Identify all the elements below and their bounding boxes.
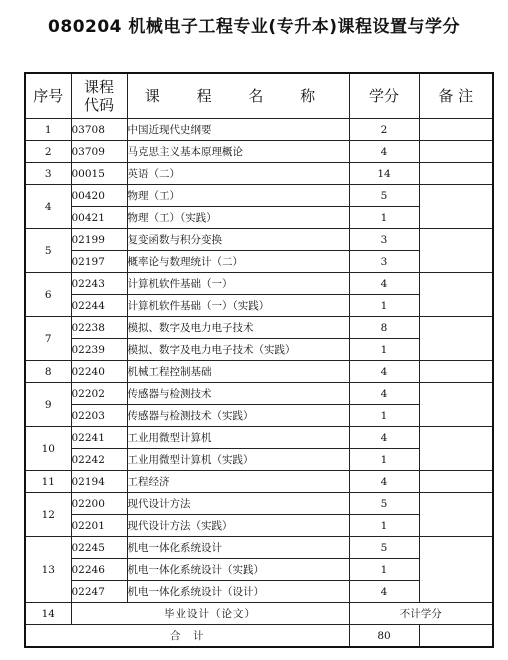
row-course-name: 机电一体化系统设计 <box>127 537 349 559</box>
row-note <box>419 427 493 471</box>
row-course-code: 02244 <box>71 295 127 317</box>
row-seq: 1 <box>25 119 71 141</box>
row-course-code: 02243 <box>71 273 127 295</box>
table-row <box>25 471 493 493</box>
row-credit: 4 <box>349 471 419 493</box>
table-row <box>25 361 493 383</box>
row-note <box>419 119 493 141</box>
row-course-name: 机电一体化系统设计（设计） <box>127 581 349 603</box>
row-course-name: 现代设计方法 <box>127 493 349 515</box>
row-course-code: 02245 <box>71 537 127 559</box>
header-code-line2: 代码 <box>83 96 114 114</box>
row-seq: 10 <box>25 427 71 471</box>
row-credit: 1 <box>349 295 419 317</box>
row-note <box>419 493 493 537</box>
header-seq: 序号 <box>25 73 71 119</box>
row-course-name: 计算机软件基础（一）（实践） <box>127 295 349 317</box>
table-row <box>25 163 493 185</box>
row-note <box>419 537 493 603</box>
row-note <box>419 471 493 493</box>
row-course-code: 00015 <box>71 163 127 185</box>
row-course-code: 02239 <box>71 339 127 361</box>
row-credit: 4 <box>349 141 419 163</box>
row-course-name: 传感器与检测技术（实践） <box>127 405 349 427</box>
row-seq: 2 <box>25 141 71 163</box>
row-course-code: 02201 <box>71 515 127 537</box>
row-credit: 4 <box>349 383 419 405</box>
row-note <box>419 361 493 383</box>
row-seq: 13 <box>25 537 71 603</box>
total-label: 合 计 <box>25 625 349 648</box>
row-course-code: 03708 <box>71 119 127 141</box>
row-credit: 3 <box>349 229 419 251</box>
row-course-name: 中国近现代史纲要 <box>127 119 349 141</box>
row-course-code: 00420 <box>71 185 127 207</box>
row-course-name: 现代设计方法（实践） <box>127 515 349 537</box>
table-footer <box>25 603 493 648</box>
row-note <box>419 273 493 317</box>
row-credit: 1 <box>349 515 419 537</box>
row-course-name: 传感器与检测技术 <box>127 383 349 405</box>
row-seq: 6 <box>25 273 71 317</box>
row-course-code: 02200 <box>71 493 127 515</box>
row-credit: 4 <box>349 427 419 449</box>
row-seq: 5 <box>25 229 71 273</box>
row-course-name: 物理（工） <box>127 185 349 207</box>
row-course-code: 02199 <box>71 229 127 251</box>
row-course-code: 02246 <box>71 559 127 581</box>
header-name <box>127 73 349 119</box>
course-table <box>24 72 494 648</box>
row-credit: 4 <box>349 361 419 383</box>
row-credit: 1 <box>349 207 419 229</box>
table-row <box>25 273 493 295</box>
row-note <box>419 163 493 185</box>
row-course-name: 模拟、数字及电力电子技术（实践） <box>127 339 349 361</box>
row-credit: 5 <box>349 493 419 515</box>
row-course-code: 02238 <box>71 317 127 339</box>
row-credit: 5 <box>349 537 419 559</box>
course-table-body <box>25 119 493 603</box>
row-credit: 2 <box>349 119 419 141</box>
row-course-code: 02242 <box>71 449 127 471</box>
row-seq: 7 <box>25 317 71 361</box>
table-row <box>25 383 493 405</box>
table-header-row <box>25 73 493 119</box>
row-credit: 14 <box>349 163 419 185</box>
total-credit: 80 <box>349 625 419 648</box>
header-code-line1: 课程 <box>83 78 114 96</box>
row-course-code: 02247 <box>71 581 127 603</box>
thesis-name: 毕业设计（论文） <box>71 603 349 625</box>
row-note <box>419 141 493 163</box>
row-course-code: 02203 <box>71 405 127 427</box>
thesis-seq: 14 <box>25 603 71 625</box>
table-row <box>25 493 493 515</box>
table-row <box>25 119 493 141</box>
row-seq: 9 <box>25 383 71 427</box>
row-seq: 4 <box>25 185 71 229</box>
table-row <box>25 317 493 339</box>
thesis-row <box>25 603 493 625</box>
thesis-credit: 不计学分 <box>349 603 493 625</box>
row-note <box>419 383 493 427</box>
row-credit: 1 <box>349 449 419 471</box>
row-course-code: 03709 <box>71 141 127 163</box>
row-credit: 8 <box>349 317 419 339</box>
row-course-name: 复变函数与积分变换 <box>127 229 349 251</box>
row-course-name: 英语（二） <box>127 163 349 185</box>
row-note <box>419 185 493 229</box>
row-course-code: 02202 <box>71 383 127 405</box>
row-course-name: 模拟、数字及电力电子技术 <box>127 317 349 339</box>
page-title: 080204 机械电子工程专业(专升本)课程设置与学分 <box>48 17 460 37</box>
total-row <box>25 625 493 648</box>
row-course-name: 概率论与数理统计（二） <box>127 251 349 273</box>
row-note <box>419 317 493 361</box>
row-credit: 1 <box>349 339 419 361</box>
table-row <box>25 427 493 449</box>
row-seq: 3 <box>25 163 71 185</box>
row-credit: 5 <box>349 185 419 207</box>
row-course-name: 马克思主义基本原理概论 <box>127 141 349 163</box>
table-row <box>25 229 493 251</box>
row-credit: 4 <box>349 273 419 295</box>
header-code <box>71 73 127 119</box>
row-course-code: 02241 <box>71 427 127 449</box>
row-seq: 11 <box>25 471 71 493</box>
row-course-code: 02194 <box>71 471 127 493</box>
row-course-name: 工业用微型计算机（实践） <box>127 449 349 471</box>
header-note: 备 注 <box>419 73 493 119</box>
row-course-name: 计算机软件基础（一） <box>127 273 349 295</box>
row-course-code: 00421 <box>71 207 127 229</box>
row-course-code: 02240 <box>71 361 127 383</box>
row-course-name: 工业用微型计算机 <box>127 427 349 449</box>
row-course-name: 工程经济 <box>127 471 349 493</box>
total-note <box>419 625 493 648</box>
table-row <box>25 141 493 163</box>
header-credit: 学分 <box>349 73 419 119</box>
row-seq: 8 <box>25 361 71 383</box>
row-credit: 1 <box>349 559 419 581</box>
row-credit: 3 <box>349 251 419 273</box>
row-seq: 12 <box>25 493 71 537</box>
row-course-code: 02197 <box>71 251 127 273</box>
row-course-name: 机械工程控制基础 <box>127 361 349 383</box>
header-name-text: 课 程 名 称 <box>144 87 332 105</box>
table-row <box>25 537 493 559</box>
table-row <box>25 185 493 207</box>
row-credit: 1 <box>349 405 419 427</box>
row-credit: 4 <box>349 581 419 603</box>
row-course-name: 物理（工）（实践） <box>127 207 349 229</box>
row-course-name: 机电一体化系统设计（实践） <box>127 559 349 581</box>
row-note <box>419 229 493 273</box>
